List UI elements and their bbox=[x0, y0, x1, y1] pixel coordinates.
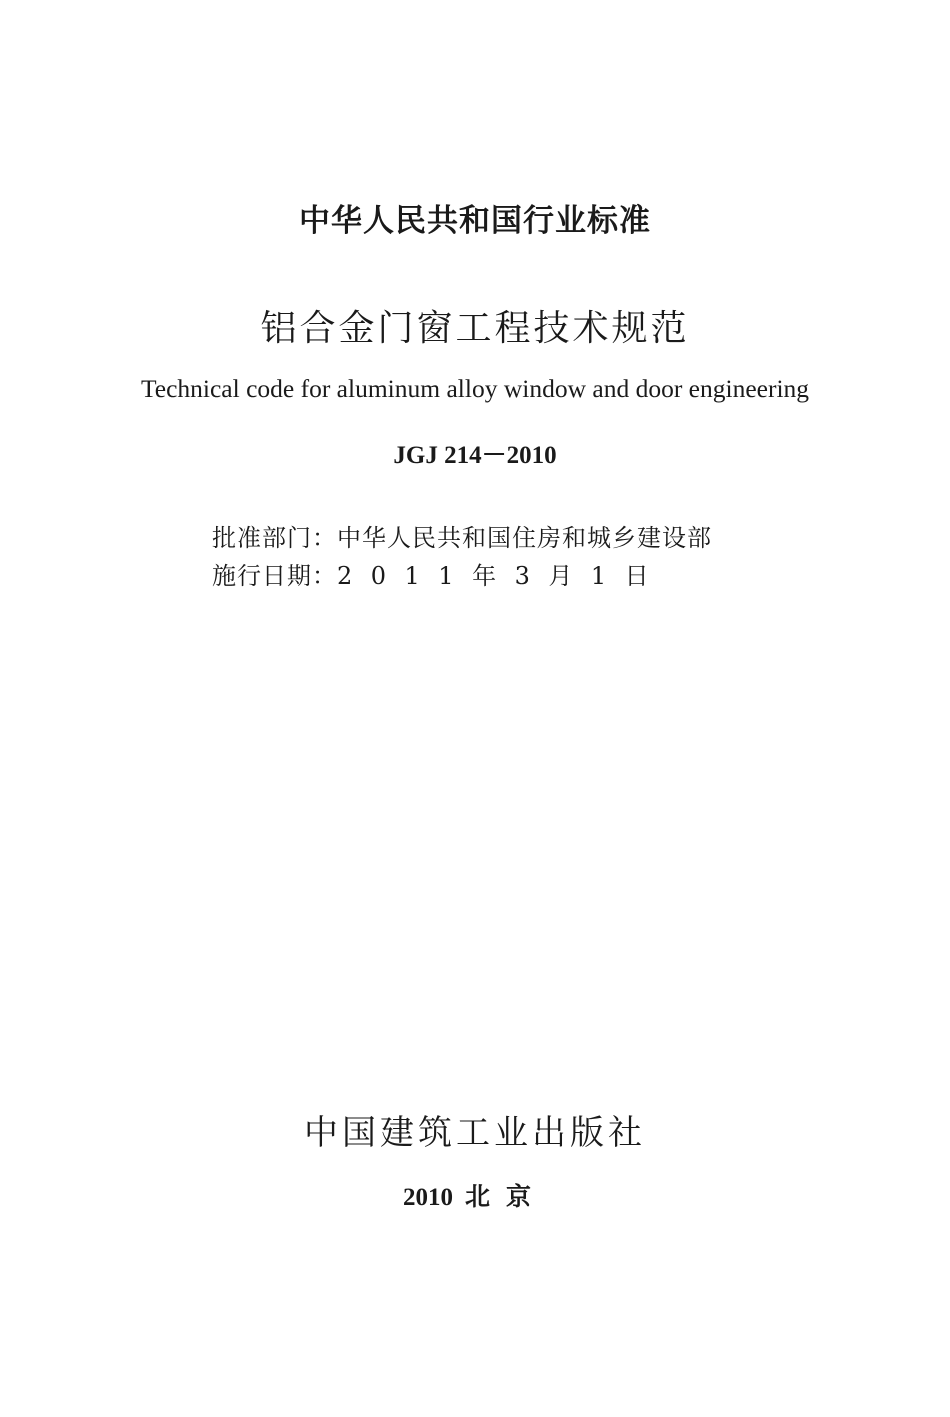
approval-line bbox=[212, 518, 712, 553]
publisher-name: 中国建筑工业出版社 bbox=[304, 1113, 646, 1153]
effective-date-line bbox=[212, 556, 667, 591]
approval-value: 中华人民共和国住房和城乡建设部 bbox=[337, 524, 712, 552]
approval-label: 批准部门： bbox=[212, 524, 337, 552]
effective-date-value: 2011年3月1日 bbox=[337, 562, 668, 590]
standard-code: JGJ 214－2010 bbox=[393, 442, 557, 469]
effective-date-label: 施行日期： bbox=[212, 562, 337, 590]
publication-city: 北京 bbox=[464, 1182, 547, 1211]
publication-line bbox=[0, 1177, 950, 1213]
publication-year: 2010 bbox=[402, 1184, 453, 1211]
standard-series-heading: 中华人民共和国行业标准 bbox=[299, 203, 651, 239]
title-english: Technical code for aluminum alloy window and door engineering bbox=[140, 374, 810, 403]
title-chinese: 铝合金门窗工程技术规范 bbox=[260, 308, 690, 349]
